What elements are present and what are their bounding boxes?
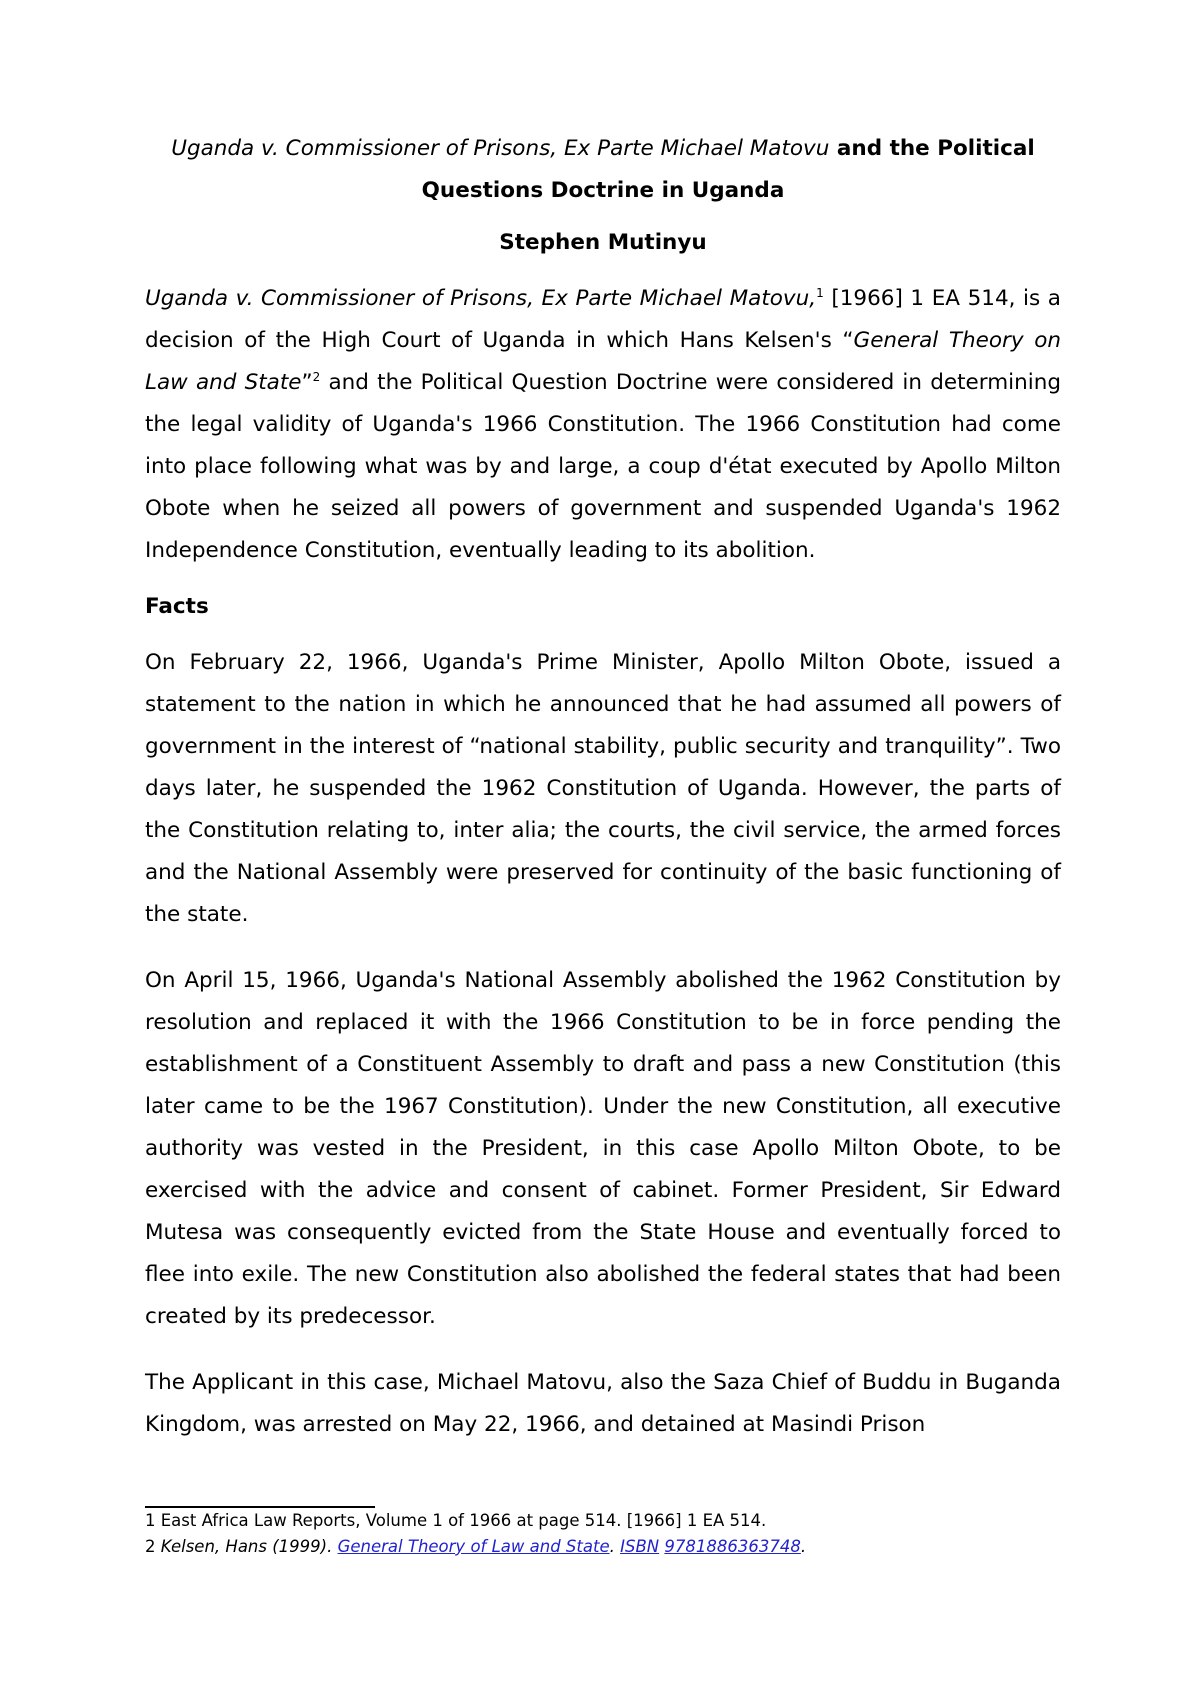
intro-paragraph [145,278,1061,572]
facts-heading: Facts [145,594,209,619]
facts-paragraph-2: On April 15, 1966, Uganda's National Assembly abolished the 1962 Constitution by resolution and replaced it with the 1966 Constitution to be in force pending the establishment of a Constituent Assembly to draft and pass a new Constitution (this later came to be the 1967 Constitution). Under the new Constitution, all executive authority was vested in the President, in this case Apollo Milton Obote, to be exercised with the advice and consent of cabinet. Former President, Sir Edward Mutesa was consequently evicted from the State House and eventually forced to flee into exile. The new Constitution also abolished the federal states that had been created by its predecessor. [145,968,1061,1329]
intro-case-name: Uganda v. Commissioner of Prisons, Ex Parte Michael Matovu, [145,286,817,311]
title-bold-line2: Questions Doctrine in Uganda [421,178,785,203]
author-name: Stephen Mutinyu [499,230,707,255]
footnote-ref-1[interactable]: 1 [816,285,824,300]
footnote-2-author: Kelsen, Hans (1999). [155,1537,338,1556]
title-case-name: Uganda v. Commissioner of Prisons, Ex Parte Michael Matovu [171,136,830,161]
intro-work-title: General Theory on Law and State [145,328,1061,395]
footnote-1-number: 1 [145,1511,156,1530]
intro-text-2: ” [301,370,313,395]
footnote-2 [145,1534,1061,1560]
footnote-ref-2[interactable]: 2 [312,369,321,384]
footnote-2-sep: . [609,1537,621,1556]
document-title [145,128,1061,212]
facts-paragraph-1: On February 22, 1966, Uganda's Prime Minister, Apollo Milton Obote, issued a statement to the nation in which he announced that he had assumed all powers of government in the interest of “national stability, public security and tranquility”. Two days later, he suspended the 1962 Constitution of Uganda. However, the parts of the Constitution relating to, inter alia; the courts, the civil service, the armed forces and the National Assembly were preserved for continuity of the basic functioning of the state. [145,650,1061,927]
title-bold-line1: and the Political [829,136,1035,161]
intro-text-1: [1966] 1 EA 514, is a decision of the High Court of Uganda in which Hans Kelsen's “ [145,286,1061,353]
footnote-2-end: . [800,1537,807,1556]
document-page [145,128,1061,1446]
footnote-1-text: East Africa Law Reports, Volume 1 of 1966 at page 514. [1966] 1 EA 514. [155,1511,767,1530]
footnotes [145,1508,1061,1560]
footnote-2-isbn-link[interactable]: ISBN [620,1537,660,1556]
intro-text-3: and the Political Question Doctrine were considered in determining the legal validity of Uganda's 1966 Constitution. The 1966 Constitution had come into place following what was by and large, a coup d'état executed by Apollo Milton Obote when he seized all powers of government and suspended Uganda's 1962 Independence Constitution, eventually leading to its abolition. [145,370,1062,563]
footnote-2-isbn-number-link[interactable]: 9781886363748 [664,1537,801,1556]
footnote-1 [145,1508,1061,1534]
facts-paragraph-3: The Applicant in this case, Michael Matovu, also the Saza Chief of Buddu in Buganda Kingdom, was arrested on May 22, 1966, and detained at Masindi Prison [145,1370,1061,1437]
footnote-2-number: 2 [145,1537,156,1556]
footnote-2-book-link[interactable]: General Theory of Law and State [337,1537,610,1556]
